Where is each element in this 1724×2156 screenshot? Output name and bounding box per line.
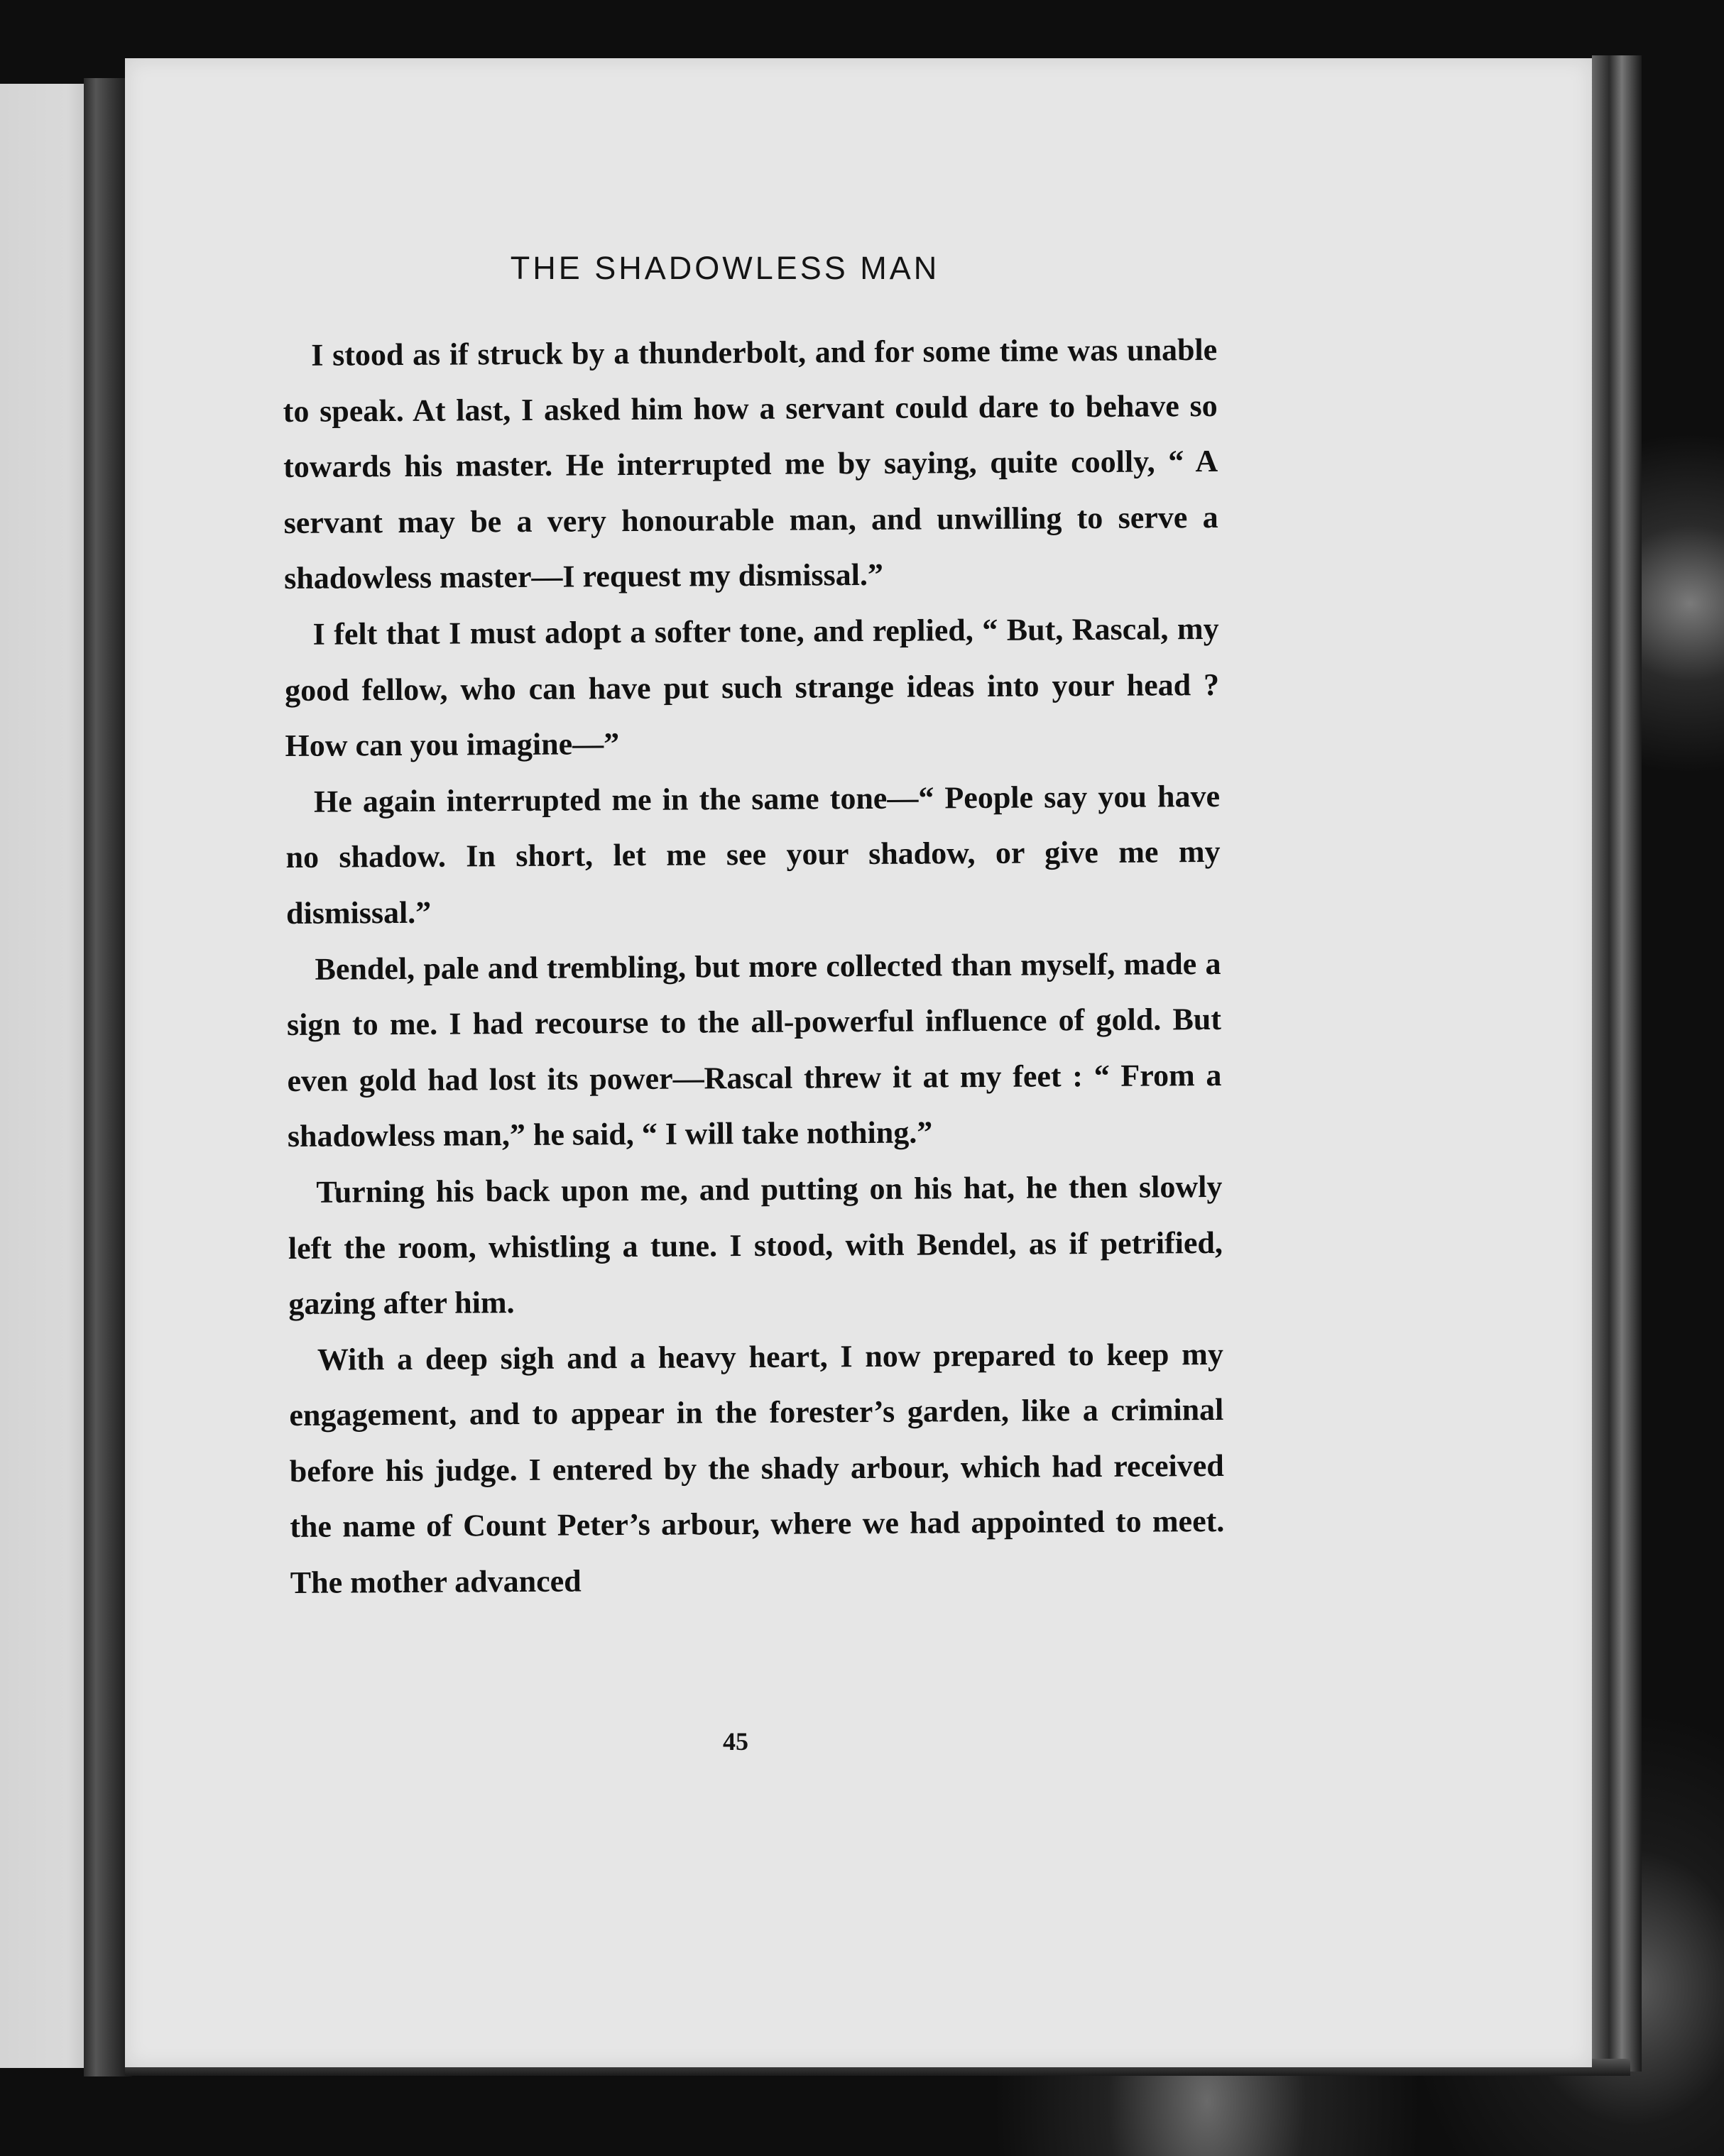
paragraph: With a deep sigh and a heavy heart, I now prepared to keep my engagement, and to appear in the forester’s garden, like a criminal before his judge. I entered by the shady arbour, which had received the name of Count Peter’s arbour, where we had appointed to meet. The mother advanced <box>289 1336 1225 1601</box>
running-head: THE SHADOWLESS MAN <box>510 250 940 286</box>
body-text <box>283 322 1225 1611</box>
page-number: 45 <box>723 1727 748 1756</box>
paragraph: I felt that I must adopt a softer tone, and replied, “ But, Rascal, my good fellow, who can have put such strange ideas into your head ? How can you imagine—” <box>284 611 1220 764</box>
right-page-edge <box>1592 55 1642 2072</box>
paragraph: Bendel, pale and trembling, but more collected than myself, made a sign to me. I had recourse to the all-powerful influence of gold. But even gold had lost its power—Rascal threw it at my feet : “ From a shadowless man,” he said, “ I will take nothing.” <box>286 946 1222 1154</box>
left-page-edge <box>0 84 96 2068</box>
paragraph: He again interrupted me in the same tone—“ People say you have no shadow. In short, let me see your shadow, or give me my dismissal.” <box>285 778 1221 931</box>
paragraph: I stood as if struck by a thunderbolt, and for some time was unable to speak. At last, I asked him how a servant could dare to behave so towards his master. He interrupted me by saying, quite coolly, “ A servant may be a very honourable man, and unwilling to serve a shadowless master—I request my dismissal.” <box>283 332 1218 596</box>
paragraph: Turning his back upon me, and putting on his hat, he then slowly left the room, whistling a tune. I stood, with Bendel, as if petrified, gazing after him. <box>288 1169 1223 1322</box>
